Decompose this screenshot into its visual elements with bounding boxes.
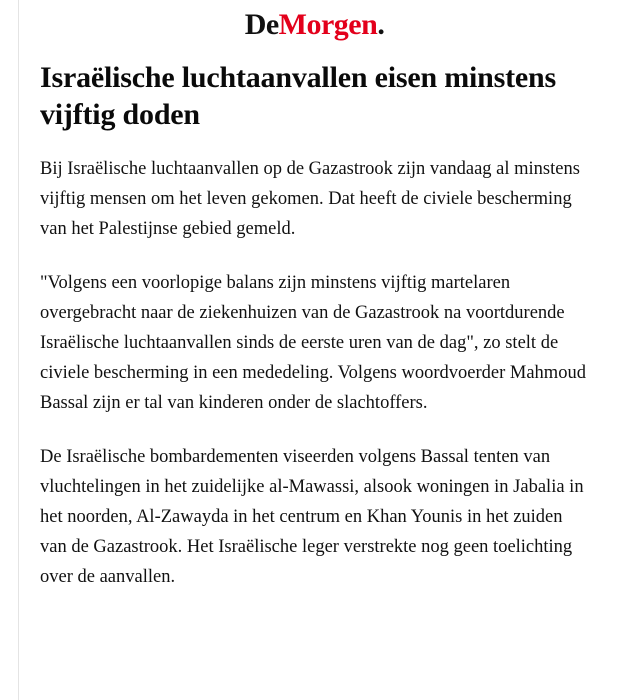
- column-divider: [18, 0, 19, 700]
- article-paragraph-2: "Volgens een voorlopige balans zijn minstens vijftig martelaren overgebracht naar de ziekenhuizen van de Gazastrook na voortdurende Israëlische luchtaanvallen sinds de eerste uren van de dag", zo stelt de civiele bescherming in een mededeling. Volgens woordvoerder Mahmoud Bassal zijn er tal van kinderen onder de slachtoffers.: [40, 273, 586, 413]
- site-masthead: [0, 0, 629, 46]
- article-headline: Israëlische luchtaanvallen eisen minstens vijftig doden: [40, 61, 556, 131]
- article-paragraph-3: De Israëlische bombardementen viseerden volgens Bassal tenten van vluchtelingen in het zuidelijke al-Mawassi, alsook woningen in Jabalia in het noorden, Al-Zawayda in het centrum en Khan Younis in het zuiden van de Gazastrook. Het Israëlische leger verstrekte nog geen toelichting over de aanvallen.: [40, 446, 584, 587]
- logo-text-morgen: Morgen: [278, 8, 378, 41]
- logo-text-de: De: [244, 8, 279, 41]
- article-content: [0, 60, 629, 593]
- article-paragraph-1: Bij Israëlische luchtaanvallen op de Gazastrook zijn vandaag al minstens vijftig mensen om het leven gekomen. Dat heeft de civiele bescherming van het Palestijnse gebied gemeld.: [40, 159, 580, 240]
- logo-text-dot: .: [377, 8, 385, 41]
- demorgen-logo[interactable]: [245, 10, 385, 40]
